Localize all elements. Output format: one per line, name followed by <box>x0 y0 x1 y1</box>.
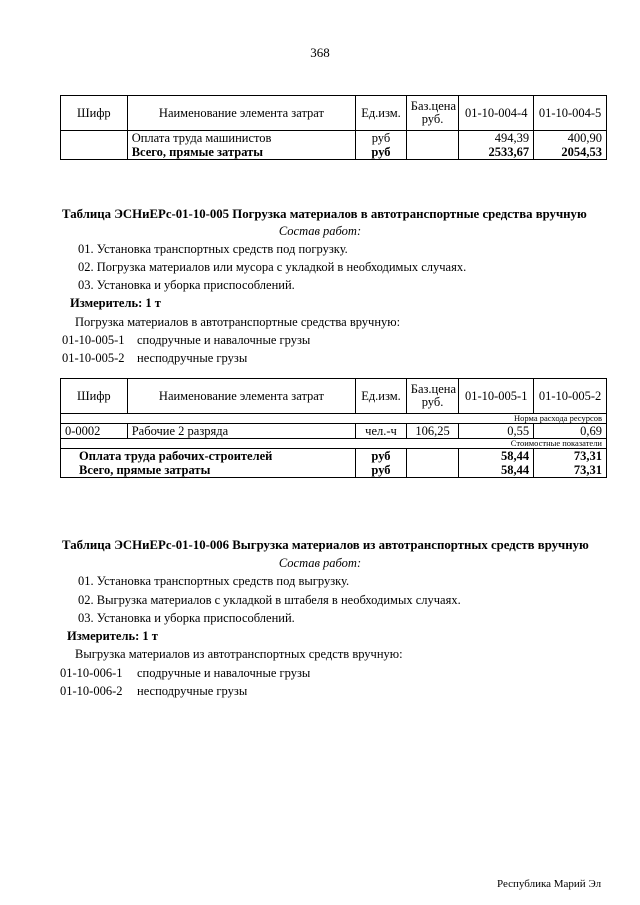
composition-label: Состав работ: <box>278 224 362 238</box>
item-text: сподручные и навалочные грузы <box>137 333 311 347</box>
item-text: несподручные грузы <box>137 684 248 698</box>
step-item: 02. Погрузка материалов или мусора с укладкой в необходимых случаях. <box>78 260 467 274</box>
item-code: 01-10-006-1 <box>60 666 123 680</box>
row-name: Оплата труда рабочих-строителей <box>61 449 356 464</box>
item-code: 01-10-005-1 <box>62 333 125 347</box>
item-text: несподручные грузы <box>137 351 248 365</box>
footer-region: Республика Марий Эл <box>497 878 602 890</box>
table-row <box>61 449 607 464</box>
cost-note: Стоимостные показатели <box>61 439 607 449</box>
resource-price: 106,25 <box>406 424 459 439</box>
row-value-b: 0,69 <box>534 424 607 439</box>
header-unit: Ед.изм. <box>356 379 407 414</box>
intro-text: Выгрузка материалов из автотранспортных средств вручную: <box>75 647 403 661</box>
step-item: 02. Выгрузка материалов с укладкой в штабеля в необходимых случаях. <box>78 593 461 607</box>
row-name: Оплата труда машинистов <box>127 131 356 146</box>
header-base-price: Баз.цена руб. <box>406 96 459 131</box>
table-costs-01-10-005 <box>60 378 607 478</box>
row-name: Всего, прямые затраты <box>61 463 356 478</box>
header-code: Шифр <box>61 96 128 131</box>
resource-unit: чел.-ч <box>356 424 407 439</box>
resource-code: 0-0002 <box>61 424 128 439</box>
item-text: сподручные и навалочные грузы <box>137 666 311 680</box>
row-value-a: 58,44 <box>459 449 534 464</box>
row-value-a: 494,39 <box>459 131 534 146</box>
intro-text: Погрузка материалов в автотранспортные средства вручную: <box>75 315 401 329</box>
step-item: 01. Установка транспортных средств под выгрузку. <box>78 574 350 588</box>
row-value-b: 73,31 <box>534 463 607 478</box>
page-number: 368 <box>310 45 330 60</box>
item-code: 01-10-006-2 <box>60 684 123 698</box>
row-unit: руб <box>356 449 407 464</box>
table-costs-01-10-004 <box>60 95 607 160</box>
meter-label: Измеритель: 1 т <box>67 629 158 643</box>
row-value-b: 400,90 <box>534 131 607 146</box>
table-row <box>61 424 607 439</box>
row-value-b: 73,31 <box>534 449 607 464</box>
resource-name: Рабочие 2 разряда <box>127 424 356 439</box>
composition-label: Состав работ: <box>278 556 362 570</box>
header-col-b: 01-10-004-5 <box>534 96 607 131</box>
header-code: Шифр <box>61 379 128 414</box>
table-row <box>61 145 607 160</box>
row-value-a: 0,55 <box>459 424 534 439</box>
header-col-a: 01-10-005-1 <box>459 379 534 414</box>
row-value-b: 2054,53 <box>534 145 607 160</box>
row-value-a: 2533,67 <box>459 145 534 160</box>
row-unit: руб <box>356 131 407 146</box>
row-value-a: 58,44 <box>459 463 534 478</box>
header-col-b: 01-10-005-2 <box>534 379 607 414</box>
header-base-price: Баз.цена руб. <box>406 379 459 414</box>
norm-note: Норма расхода ресурсов <box>61 414 607 424</box>
table-header-row <box>61 379 607 414</box>
section-title: Таблица ЭСНиЕРс-01-10-006 Выгрузка материалов из автотранспортных средств вручную <box>62 538 589 552</box>
meter-label: Измеритель: 1 т <box>70 296 161 310</box>
header-name: Наименование элемента затрат <box>127 96 356 131</box>
header-col-a: 01-10-004-4 <box>459 96 534 131</box>
row-unit: руб <box>356 145 407 160</box>
step-item: 03. Установка и уборка приспособлений. <box>78 278 295 292</box>
header-unit: Ед.изм. <box>356 96 407 131</box>
section-title: Таблица ЭСНиЕРс-01-10-005 Погрузка материалов в автотранспортные средства вручную <box>62 207 587 221</box>
step-item: 01. Установка транспортных средств под погрузку. <box>78 242 348 256</box>
norm-note-row <box>61 414 607 424</box>
cost-note-row <box>61 439 607 449</box>
row-unit: руб <box>356 463 407 478</box>
step-item: 03. Установка и уборка приспособлений. <box>78 611 295 625</box>
row-name: Всего, прямые затраты <box>127 145 356 160</box>
table-header-row <box>61 96 607 131</box>
item-code: 01-10-005-2 <box>62 351 125 365</box>
table-row <box>61 131 607 146</box>
header-name: Наименование элемента затрат <box>127 379 356 414</box>
table-row <box>61 463 607 478</box>
